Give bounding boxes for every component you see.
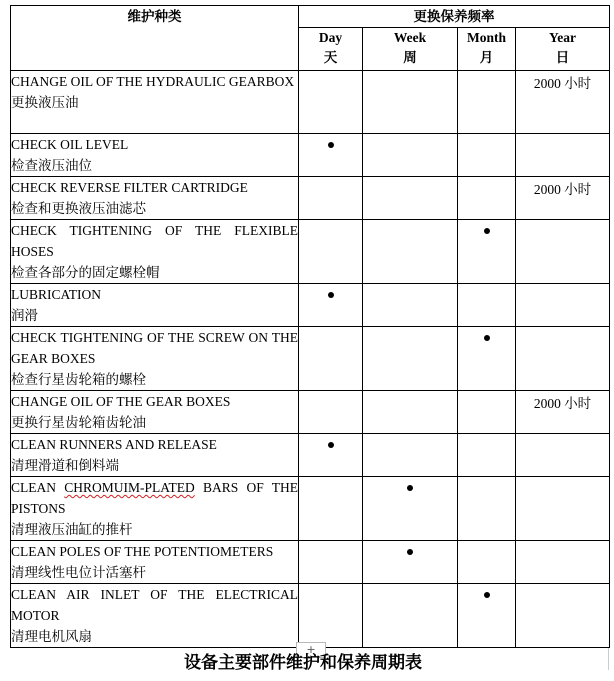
hours-value: 2000 小时 [533, 396, 592, 411]
year-cell [516, 71, 610, 134]
table-row [11, 434, 610, 477]
bullet-mark [407, 549, 413, 555]
table-caption: 设备主要部件维护和保养周期表 [184, 653, 422, 673]
table-row [11, 477, 610, 541]
task-cell [11, 71, 299, 134]
table-row [11, 71, 610, 134]
week-cell [363, 177, 458, 220]
category-header: 维护种类 [11, 6, 299, 71]
frequency-header: 更换保养频率 [299, 6, 610, 28]
week-cell [363, 434, 458, 477]
year-cell [516, 220, 610, 284]
task-chinese: 更换行星齿轮箱齿轮油 [11, 415, 146, 430]
task-chinese: 检查和更换液压油滤芯 [11, 201, 146, 216]
day-cell [299, 220, 363, 284]
task-english: CLEAN RUNNERS AND RELEASE [11, 437, 217, 452]
task-english: LUBRICATION [11, 287, 101, 302]
task-english: CHANGE OIL OF THE GEAR BOXES [11, 394, 231, 409]
table-row [11, 284, 610, 327]
task-cell [11, 584, 299, 648]
task-cell [11, 327, 299, 391]
task-english: CHECK TIGHTENING OF THE SCREW ON THE GEAR BOXES [11, 330, 298, 366]
task-chinese: 清理滑道和倒料端 [11, 458, 119, 473]
table-body [11, 71, 610, 648]
table-row [11, 584, 610, 648]
maintenance-table [10, 5, 610, 648]
year-cell [516, 134, 610, 177]
month-cell [458, 434, 516, 477]
month-cell [458, 327, 516, 391]
year-cell [516, 284, 610, 327]
table-row [11, 327, 610, 391]
week-cell [363, 584, 458, 648]
table-row [11, 391, 610, 434]
bullet-mark [407, 485, 413, 491]
table-add-handle[interactable]: + [296, 642, 326, 658]
day-cell [299, 584, 363, 648]
month-cell [458, 584, 516, 648]
table-row [11, 541, 610, 584]
task-cell [11, 477, 299, 541]
bullet-mark [484, 335, 490, 341]
task-english: CHECK REVERSE FILTER CARTRIDGE [11, 180, 248, 195]
year-cell [516, 541, 610, 584]
task-chinese: 更换液压油 [11, 95, 79, 110]
task-english: CLEAN AIR INLET OF THE ELECTRICAL MOTOR [11, 587, 298, 623]
table-row [11, 134, 610, 177]
week-cell [363, 134, 458, 177]
week-cell [363, 477, 458, 541]
task-chinese: 检查行星齿轮箱的螺栓 [11, 372, 146, 387]
task-chinese: 检查液压油位 [11, 158, 92, 173]
week-cell [363, 284, 458, 327]
day-cell [299, 477, 363, 541]
year-cell [516, 584, 610, 648]
bullet-mark [328, 442, 334, 448]
year-column-header: Year 日 [516, 28, 610, 71]
bullet-mark [484, 228, 490, 234]
week-cell [363, 541, 458, 584]
task-chinese: 清理线性电位计活塞杆 [11, 565, 146, 580]
margin-marker [608, 648, 609, 670]
week-column-header: Week 周 [363, 28, 458, 71]
day-column-header: Day 天 [299, 28, 363, 71]
week-cell [363, 327, 458, 391]
day-cell [299, 391, 363, 434]
month-cell [458, 477, 516, 541]
month-cell [458, 134, 516, 177]
bullet-mark [328, 142, 334, 148]
task-cell [11, 177, 299, 220]
week-cell [363, 71, 458, 134]
spelling-error-word: CHROMUIM-PLATED [64, 480, 195, 495]
day-cell [299, 541, 363, 584]
year-cell [516, 434, 610, 477]
month-cell [458, 391, 516, 434]
task-english: CHECK OIL LEVEL [11, 137, 129, 152]
task-chinese: 检查各部分的固定螺栓帽 [11, 265, 160, 280]
day-cell [299, 134, 363, 177]
task-cell [11, 220, 299, 284]
day-cell [299, 71, 363, 134]
hours-value: 2000 小时 [533, 76, 592, 91]
month-cell [458, 541, 516, 584]
day-cell [299, 434, 363, 477]
task-chinese: 清理液压油缸的推杆 [11, 522, 133, 537]
bullet-mark [484, 592, 490, 598]
day-cell [299, 177, 363, 220]
table-row [11, 220, 610, 284]
task-english: CLEAN POLES OF THE POTENTIOMETERS [11, 544, 274, 559]
task-english: CLEAN CHROMUIM-PLATED BARS OF THE PISTONS [11, 480, 298, 516]
task-english: CHECK TIGHTENING OF THE FLEXIBLE HOSES [11, 223, 298, 259]
year-cell [516, 327, 610, 391]
task-cell [11, 284, 299, 327]
month-cell [458, 220, 516, 284]
year-cell [516, 477, 610, 541]
hours-value: 2000 小时 [533, 182, 592, 197]
month-column-header: Month 月 [458, 28, 516, 71]
day-cell [299, 327, 363, 391]
task-cell [11, 434, 299, 477]
task-cell [11, 391, 299, 434]
year-cell [516, 391, 610, 434]
day-cell [299, 284, 363, 327]
week-cell [363, 391, 458, 434]
task-chinese: 清理电机风扇 [11, 629, 92, 644]
task-cell [11, 134, 299, 177]
month-cell [458, 71, 516, 134]
month-cell [458, 177, 516, 220]
task-cell [11, 541, 299, 584]
table-row [11, 177, 610, 220]
year-cell [516, 177, 610, 220]
week-cell [363, 220, 458, 284]
task-english: CHANGE OIL OF THE HYDRAULIC GEARBOX [11, 74, 295, 89]
task-chinese: 润滑 [11, 308, 38, 323]
month-cell [458, 284, 516, 327]
bullet-mark [328, 292, 334, 298]
